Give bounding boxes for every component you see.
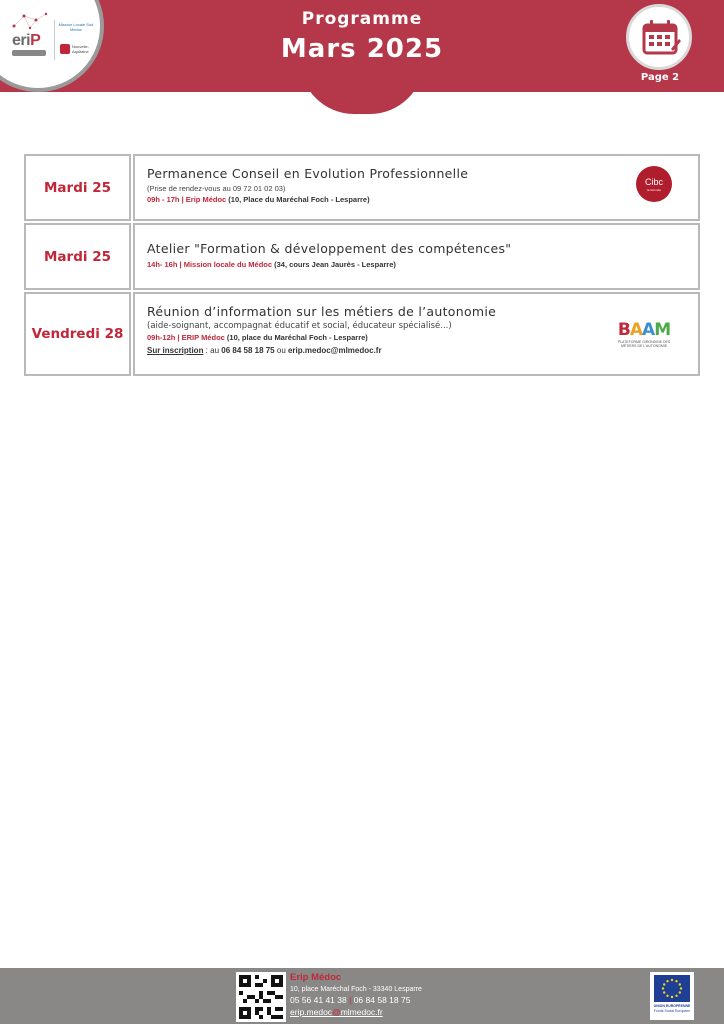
contact-email[interactable]: erip.medoc@mlmedoc.fr <box>287 346 382 355</box>
event-time: 09h-12h | ERIP Médoc <box>147 333 225 342</box>
footer-email-domain: mlmedoc.fr <box>340 1007 383 1017</box>
contact-mid: : au <box>203 346 222 355</box>
event-row <box>24 292 700 376</box>
header-tab <box>300 60 424 114</box>
event-info-cell <box>133 292 700 376</box>
event-row <box>24 223 700 290</box>
footer-phone-1[interactable]: 05 56 41 41 38 <box>290 995 347 1005</box>
footer-email-at: @ <box>332 1007 341 1017</box>
event-time: 14h- 16h | Mission locale du Médoc <box>147 260 273 269</box>
footer <box>0 968 724 1024</box>
erip-wordmark: eriP <box>12 32 41 49</box>
event-time: 09h - 17h | Erip Médoc <box>147 195 227 204</box>
cibc-logo-sub: la Gironde <box>647 188 661 192</box>
footer-email-user: erip.medoc <box>290 1007 333 1017</box>
footer-email[interactable] <box>290 1007 383 1017</box>
event-title: Permanence Conseil en Evolution Professionnelle <box>147 166 469 181</box>
baam-logo <box>616 320 672 352</box>
event-info-cell <box>133 154 700 221</box>
cibc-logo-text: Cibc <box>644 177 663 187</box>
footer-phone-2[interactable]: 06 84 58 18 75 <box>353 995 411 1005</box>
event-date: Mardi 25 <box>44 248 111 265</box>
event-address: (10, place du Maréchal Foch - Lesparre) <box>226 333 368 342</box>
eu-flag-icon <box>654 975 690 1002</box>
eu-label-sub: Fonds Social Européen <box>653 1008 691 1013</box>
contact-or: ou <box>274 346 288 355</box>
footer-phones <box>290 995 410 1005</box>
eu-label-main: UNION EUROPÉENNE <box>653 1004 691 1008</box>
baam-logo-sub: PLATEFORME GIRONDINE DES MÉTIERS DE L'AUTONOMIE <box>617 340 671 348</box>
event-title: Atelier "Formation & développement des compétences" <box>147 241 512 256</box>
event-row <box>24 154 700 221</box>
event-date-cell <box>24 223 131 290</box>
event-subtitle: (aide-soignant, accompagnat éducatif et social, éducateur spécialisé...) <box>147 321 452 331</box>
eu-logo <box>650 972 694 1020</box>
event-date: Mardi 25 <box>44 179 111 196</box>
event-address: (10, Place du Maréchal Foch - Lesparre) <box>228 195 370 204</box>
mission-locale-label: Mission Locale Sud Médoc <box>58 22 94 32</box>
calendar-badge <box>626 4 692 70</box>
cibc-logo <box>636 166 672 202</box>
event-date-cell <box>24 292 131 376</box>
event-time-place <box>147 195 686 204</box>
footer-phone-sep: | <box>349 995 352 1005</box>
event-info-cell <box>133 223 700 290</box>
event-address: (34, cours Jean Jaurès - Lesparre) <box>274 260 396 269</box>
page-number: Page 2 <box>640 72 680 83</box>
event-date-cell <box>24 154 131 221</box>
event-time-place <box>147 333 686 342</box>
event-note: (Prise de rendez-vous au 09 72 01 02 03) <box>147 184 286 193</box>
footer-address: 10, place Maréchal Foch - 33340 Lesparre <box>290 986 422 993</box>
baam-logo-text: BAAM <box>617 320 671 340</box>
registration-label: Sur inscription <box>147 346 204 355</box>
contact-phone[interactable]: 06 84 58 18 75 <box>221 346 275 355</box>
footer-org-name: Erip Médoc <box>290 972 342 983</box>
event-date: Vendredi 28 <box>31 326 124 342</box>
programme-label: Programme <box>301 9 423 29</box>
calendar-icon <box>641 19 681 57</box>
event-time-place <box>147 260 686 269</box>
event-title: Réunion d’information sur les métiers de l’autonomie <box>147 304 497 319</box>
page-title: Mars 2025 <box>280 34 444 64</box>
region-label: Nouvelle-Aquitaine <box>72 44 89 54</box>
eu-label <box>650 1004 694 1013</box>
qr-code-icon[interactable] <box>236 972 286 1022</box>
event-contact <box>147 346 686 355</box>
